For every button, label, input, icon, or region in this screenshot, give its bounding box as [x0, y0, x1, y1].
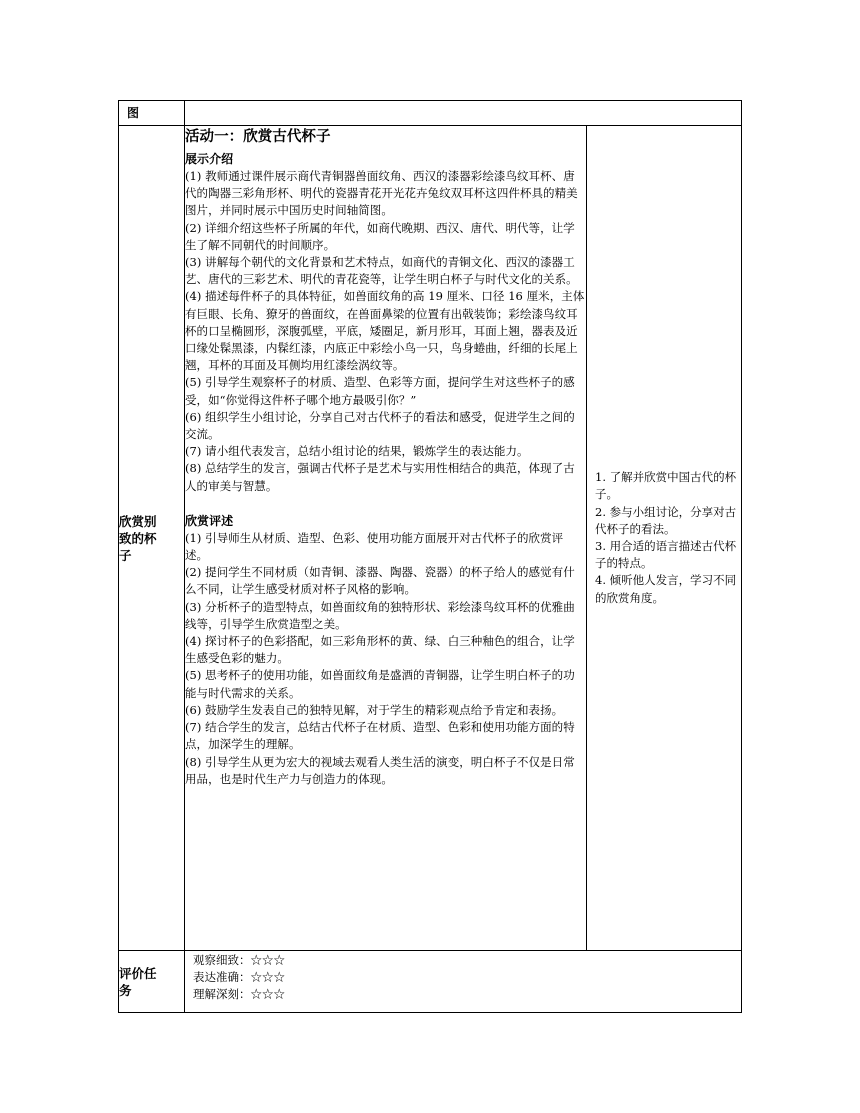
evaluation-item: 表达准确：☆☆☆	[193, 970, 285, 984]
evaluation-criteria	[185, 951, 742, 1013]
goal-item: 2. 参与小组讨论，分享对古代杯子的看法。	[595, 504, 737, 536]
row-label-appreciation	[119, 126, 185, 951]
row-label-line: 欣赏别	[119, 513, 157, 529]
goal-item: 1. 了解并欣赏中国古代的杯子。	[595, 470, 737, 502]
intro-item: (2) 详细介绍这些杯子所属的年代，如商代晚期、西汉、唐代、明代等，让学生了解不同朝代的时间顺序。	[185, 220, 575, 252]
row-label-evaluation	[119, 951, 185, 1013]
table-row	[119, 951, 742, 1013]
review-item: (1) 引导师生从材质、造型、色彩、使用功能方面展开对古代杯子的欣赏评述。	[185, 530, 564, 563]
row-label-line: 致的杯	[119, 530, 157, 546]
review-item: (8) 引导学生从更为宏大的视域去观看人类生活的演变，明白杯子不仅是日常用品，也是时代生产力与创造力的体现。	[185, 754, 575, 786]
table-row	[119, 101, 742, 126]
intro-item: (3) 讲解每个朝代的文化背景和艺术特点，如商代的青铜文化、西汉的漆器工艺、唐代的三彩艺术、明代的青花瓷等，让学生明白杯子与时代文化的关系。	[185, 255, 578, 287]
table-row	[119, 126, 742, 951]
row-label-line: 评价任	[119, 965, 157, 981]
lesson-plan-table	[118, 100, 742, 1013]
review-item: (5) 思考杯子的使用功能，如兽面纹角是盛酒的青铜器，让学生明白杯子的功能与时代需求的关系。	[185, 668, 575, 700]
intro-item: (7) 请小组代表发言，总结小组讨论的结果，锻炼学生的表达能力。	[185, 444, 529, 459]
evaluation-item: 理解深刻：☆☆☆	[193, 987, 285, 1001]
review-item: (3) 分析杯子的造型特点，如兽面纹角的独特形状、彩绘漆鸟纹耳杯的优雅曲线等，引导学生欣赏造型之美。	[185, 599, 575, 631]
learning-goals	[587, 126, 742, 951]
section-title-review: 欣赏评述	[185, 513, 234, 528]
intro-item: (8) 总结学生的发言，强调古代杯子是艺术与实用性相结合的典范，体现了古人的审美与智慧。	[185, 461, 575, 493]
intro-item: (5) 引导学生观察杯子的材质、造型、色彩等方面，提问学生对这些杯子的感受，如“你觉得这件杯子哪个地方最吸引你？”	[185, 375, 575, 407]
row-label-line: 子	[119, 547, 132, 563]
intro-item: (6) 组织学生小组讨论，分享自己对古代杯子的看法和感受，促进学生之间的交流。	[185, 409, 575, 442]
activity-content	[185, 126, 587, 951]
figure-cell	[185, 101, 742, 126]
review-item: (2) 提问学生不同材质（如青铜、漆器、陶器、瓷器）的杯子给人的感觉有什么不同，让学生感受材质对杯子风格的影响。	[185, 565, 575, 597]
intro-item: (4) 描述每件杯子的具体特征，如兽面纹角的高 19 厘米、口径 16 厘米，主体有巨眼、长角、獠牙的兽面纹，在兽面鼻梁的位置有出戟装饰；彩绘漆鸟纹耳杯的口呈椭圆形，深腹弧壁，平底，矮圈足，新月形耳，耳面上翘，器表及近口缘处髹黑漆，内髹红漆，内底正中彩绘小鸟一只，鸟身蜷曲，纤细的长尾上翘，耳杯的耳面及耳侧均用红漆绘涡纹等。	[185, 289, 585, 373]
row-label-line: 务	[119, 982, 132, 998]
evaluation-item: 观察细致：☆☆☆	[193, 953, 285, 967]
review-item: (7) 结合学生的发言，总结古代杯子在材质、造型、色彩和使用功能方面的特点，加深学生的理解。	[185, 720, 575, 752]
row-label-figure: 图	[119, 101, 185, 126]
section-title-intro: 展示介绍	[185, 152, 234, 166]
goal-item: 3. 用合适的语言描述古代杯子的特点。	[595, 539, 737, 571]
review-item: (4) 探讨杯子的色彩搭配，如三彩角形杯的黄、绿、白三种釉色的组合，让学生感受色彩的魅力。	[185, 634, 575, 666]
intro-item: (1) 教师通过课件展示商代青铜器兽面纹角、西汉的漆器彩绘漆鸟纹耳杯、唐代的陶器三彩角形杯、明代的瓷器青花开光花卉兔纹双耳杯这四件杯具的精美图片，并同时展示中国历史时间轴简图。	[185, 169, 578, 218]
review-item: (6) 鼓励学生发表自己的独特见解，对于学生的精彩观点给予肯定和表扬。	[185, 702, 564, 717]
activity-title: 活动一：欣赏古代杯子	[185, 129, 331, 145]
goal-item: 4. 倾听他人发言，学习不同的欣赏角度。	[595, 573, 737, 605]
spacer	[185, 495, 586, 512]
